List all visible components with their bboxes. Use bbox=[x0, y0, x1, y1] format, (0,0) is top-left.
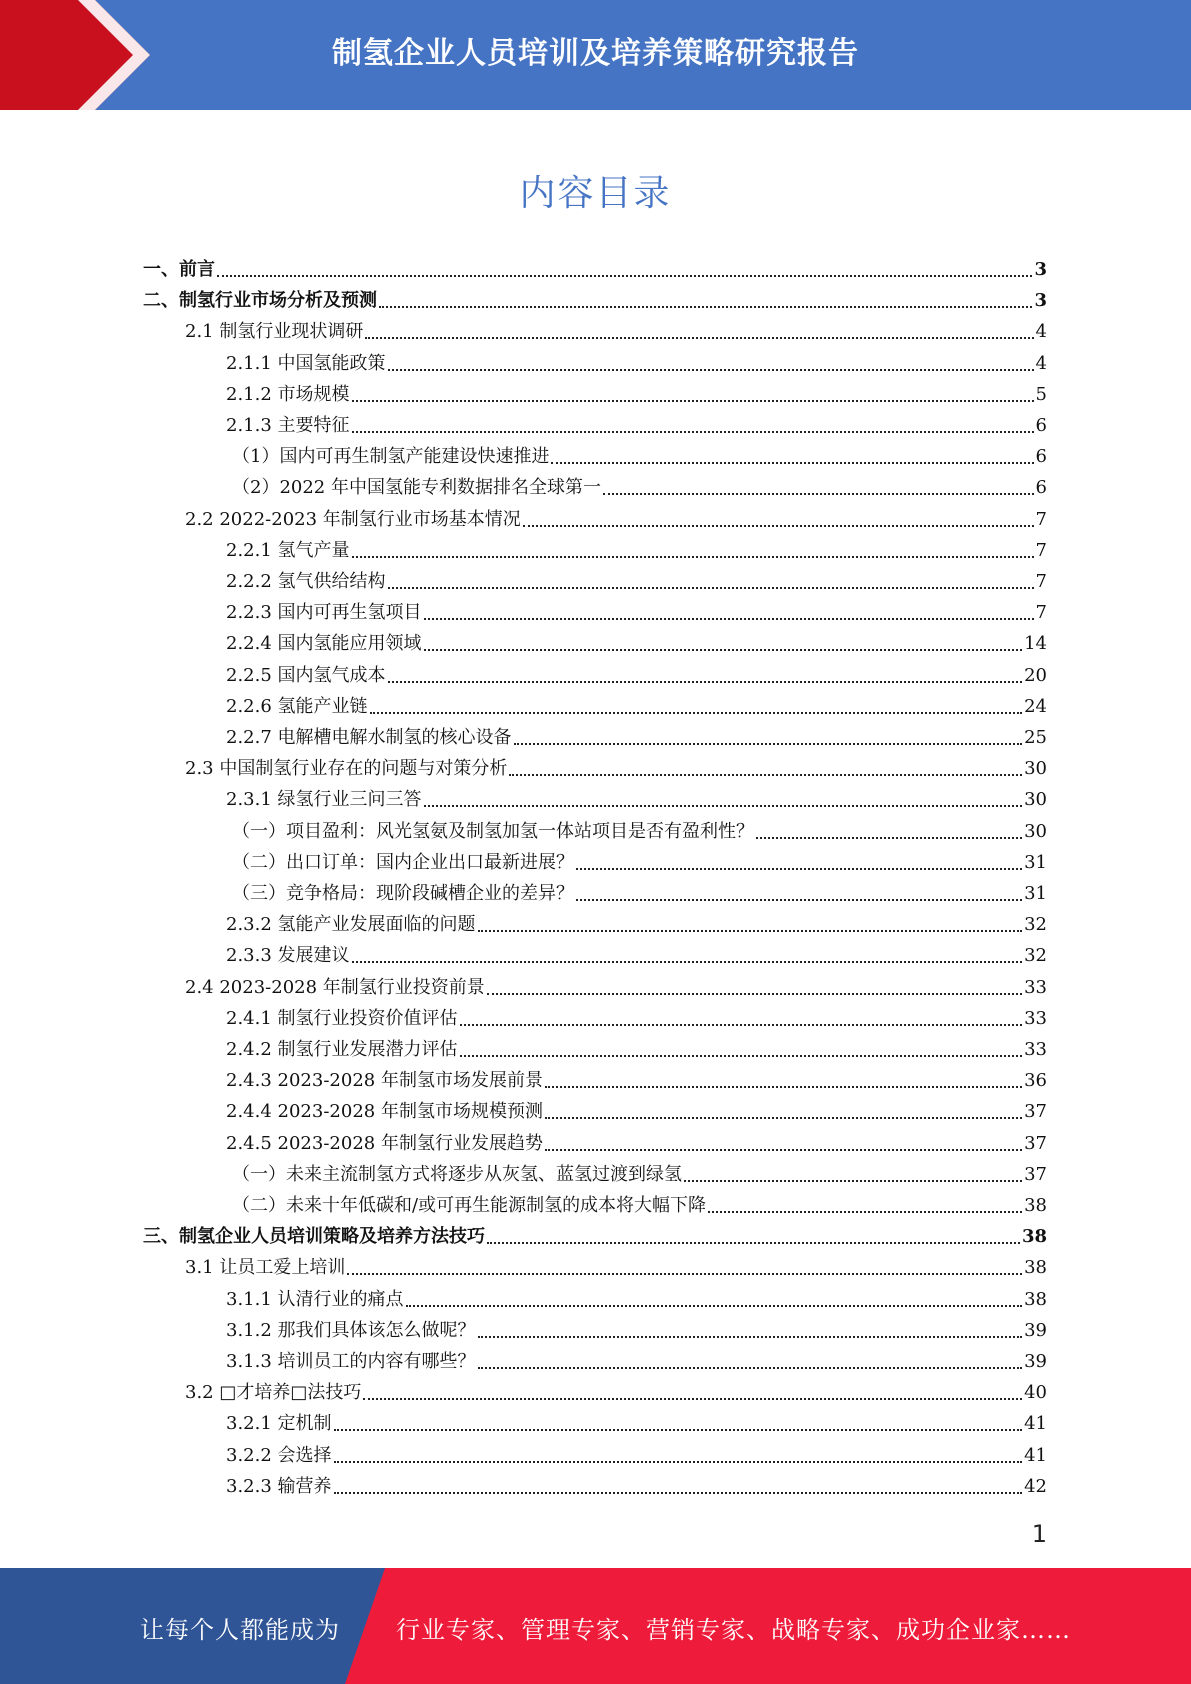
toc-entry[interactable] bbox=[226, 380, 1047, 406]
toc-entry-page: 4 bbox=[1035, 352, 1047, 374]
toc-dot-leader bbox=[603, 488, 1034, 495]
toc-entry-page: 41 bbox=[1024, 1413, 1047, 1435]
toc-entry[interactable] bbox=[226, 1004, 1047, 1030]
toc-entry-page: 4 bbox=[1035, 321, 1047, 343]
toc-entry-page: 38 bbox=[1024, 1195, 1047, 1216]
toc-dot-leader bbox=[363, 1393, 1022, 1400]
toc-entry-label: 2.3.1 绿氢行业三问三答 bbox=[226, 789, 422, 811]
toc-entry-page: 37 bbox=[1024, 1101, 1047, 1123]
toc-dot-leader bbox=[514, 738, 1023, 745]
toc-entry-label: 2.3.3 发展建议 bbox=[226, 945, 350, 967]
toc-entry-page: 6 bbox=[1035, 446, 1047, 468]
toc-dot-leader bbox=[684, 1175, 1022, 1182]
toc-dot-leader bbox=[388, 676, 1023, 683]
toc-entry[interactable] bbox=[232, 817, 1047, 843]
toc-entry[interactable] bbox=[226, 723, 1047, 749]
toc-entry[interactable] bbox=[226, 1441, 1047, 1467]
toc-entry-label: 2.4 2023-2028 年制氢行业投资前景 bbox=[185, 976, 485, 998]
toc-entry[interactable] bbox=[226, 910, 1047, 936]
toc-entry[interactable] bbox=[185, 317, 1047, 343]
toc-dot-leader bbox=[352, 956, 1023, 963]
toc-dot-leader bbox=[756, 832, 1022, 839]
toc-entry[interactable] bbox=[226, 661, 1047, 687]
toc-dot-leader bbox=[388, 582, 1034, 589]
toc-dot-leader bbox=[545, 1112, 1022, 1119]
toc-entry-page: 33 bbox=[1024, 976, 1047, 998]
toc-entry-page: 30 bbox=[1024, 758, 1047, 780]
toc-entry-label: 三、制氢企业人员培训策略及培养方法技巧 bbox=[143, 1226, 485, 1248]
toc-dot-leader bbox=[576, 863, 1022, 870]
toc-entry[interactable] bbox=[226, 1066, 1047, 1092]
toc-entry-page: 30 bbox=[1024, 820, 1047, 842]
toc-dot-leader bbox=[478, 1331, 1023, 1338]
toc-entry-page: 42 bbox=[1024, 1475, 1047, 1497]
toc-entry[interactable] bbox=[226, 411, 1047, 437]
toc-entry-label: 2.2.4 国内氢能应用领域 bbox=[226, 633, 422, 655]
toc-entry-label: 2.2.7 电解槽电解水制氢的核心设备 bbox=[226, 727, 512, 748]
toc-entry[interactable] bbox=[232, 1191, 1047, 1217]
toc-dot-leader bbox=[478, 925, 1023, 932]
toc-entry-label: 2.4.3 2023-2028 年制氢市场发展前景 bbox=[226, 1070, 543, 1092]
toc-entry-page: 20 bbox=[1024, 664, 1047, 686]
toc-entry[interactable] bbox=[226, 1472, 1047, 1498]
toc-entry-page: 7 bbox=[1035, 571, 1047, 592]
toc-entry[interactable] bbox=[226, 1035, 1047, 1061]
toc-entry[interactable] bbox=[143, 286, 1047, 312]
page-number: 1 bbox=[1031, 1520, 1047, 1548]
toc-entry-label: 2.4.5 2023-2028 年制氢行业发展趋势 bbox=[226, 1132, 543, 1154]
toc-dot-leader bbox=[424, 800, 1023, 807]
toc-entry-label: 2.3 中国制氢行业存在的问题与对策分析 bbox=[185, 758, 508, 780]
toc-dot-leader bbox=[379, 301, 1032, 308]
toc-entry-label: （1）国内可再生制氢产能建设快速推进 bbox=[232, 446, 550, 468]
toc-entry-label: 3.1.1 认清行业的痛点 bbox=[226, 1288, 404, 1310]
toc-entry-label: 2.2.3 国内可再生氢项目 bbox=[226, 602, 422, 624]
toc-dot-leader bbox=[217, 270, 1032, 277]
toc-title: 内容目录 bbox=[519, 173, 672, 214]
toc-entry[interactable] bbox=[226, 567, 1047, 593]
toc-dot-leader bbox=[460, 1050, 1023, 1057]
toc-entry[interactable] bbox=[226, 941, 1047, 967]
toc-entry-label: 2.4.4 2023-2028 年制氢市场规模预测 bbox=[226, 1101, 543, 1123]
toc-entry[interactable] bbox=[226, 1129, 1047, 1155]
toc-entry[interactable] bbox=[232, 473, 1047, 499]
toc-dot-leader bbox=[352, 551, 1034, 558]
toc-entry-label: 2.4.2 制氢行业发展潜力评估 bbox=[226, 1039, 458, 1060]
toc-entry-page: 6 bbox=[1035, 415, 1047, 436]
toc-entry[interactable] bbox=[226, 1316, 1047, 1342]
toc-dot-leader bbox=[424, 613, 1034, 620]
toc-dot-leader bbox=[523, 520, 1034, 527]
toc-entry-page: 37 bbox=[1024, 1163, 1047, 1185]
toc-entry-label: 3.1.3 培训员工的内容有哪些？ bbox=[226, 1351, 476, 1372]
toc-entry-label: 一、前言 bbox=[143, 259, 215, 280]
toc-entry-page: 5 bbox=[1035, 383, 1047, 405]
toc-entry-page: 3 bbox=[1034, 290, 1047, 312]
toc-dot-leader bbox=[347, 1268, 1022, 1275]
toc-dot-leader bbox=[509, 769, 1022, 776]
toc-entry-page: 36 bbox=[1024, 1070, 1047, 1092]
toc-dot-leader bbox=[576, 894, 1022, 901]
toc-entry[interactable] bbox=[226, 1097, 1047, 1123]
toc-entry-label: （2）2022 年中国氢能专利数据排名全球第一 bbox=[232, 477, 601, 499]
header-red-chevron bbox=[0, 0, 150, 110]
toc-entry-page: 37 bbox=[1024, 1132, 1047, 1154]
toc-entry-page: 7 bbox=[1035, 602, 1047, 624]
toc-entry-label: 2.1.2 市场规模 bbox=[226, 383, 350, 405]
toc-entry[interactable] bbox=[226, 1285, 1047, 1311]
toc-entry-label: 2.2.5 国内氢气成本 bbox=[226, 664, 386, 686]
toc-entry-page: 7 bbox=[1035, 539, 1047, 561]
toc-dot-leader bbox=[334, 1456, 1023, 1463]
toc-entry-label: 2.2.1 氢气产量 bbox=[226, 539, 350, 561]
toc-entry-label: （一）项目盈利：风光氢氨及制氢加氢一体站项目是否有盈利性？ bbox=[232, 820, 754, 842]
toc-dot-leader bbox=[545, 1144, 1022, 1151]
page-footer bbox=[0, 1568, 1191, 1684]
toc-dot-leader bbox=[406, 1300, 1023, 1307]
footer-slogan-left: 让每个人都能成为 bbox=[140, 1616, 340, 1644]
toc-dot-leader bbox=[334, 1487, 1023, 1494]
toc-entry-page: 31 bbox=[1024, 851, 1047, 873]
toc-entry-label: （一）未来主流制氢方式将逐步从灰氢、蓝氢过渡到绿氢 bbox=[232, 1163, 682, 1185]
toc-entry-page: 25 bbox=[1024, 727, 1047, 748]
toc-entry[interactable] bbox=[226, 598, 1047, 624]
toc-entry-label: 2.2.6 氢能产业链 bbox=[226, 695, 368, 717]
toc-dot-leader bbox=[487, 988, 1022, 995]
toc-entry-label: 3.2.3 输营养 bbox=[226, 1475, 332, 1497]
toc-dot-leader bbox=[478, 1362, 1023, 1369]
toc-entry-label: 3.2 □才培养□法技巧 bbox=[185, 1382, 362, 1404]
toc-dot-leader bbox=[365, 332, 1033, 339]
toc-entry[interactable] bbox=[232, 879, 1047, 905]
toc-entry[interactable] bbox=[185, 1253, 1047, 1279]
toc-entry-page: 40 bbox=[1024, 1382, 1047, 1404]
toc-entry-page: 38 bbox=[1024, 1257, 1047, 1279]
toc-entry[interactable] bbox=[232, 848, 1047, 874]
toc-entry[interactable] bbox=[226, 1347, 1047, 1373]
toc-entry[interactable] bbox=[226, 629, 1047, 655]
toc-entry[interactable] bbox=[185, 973, 1047, 999]
toc-entry[interactable] bbox=[226, 536, 1047, 562]
toc-entry[interactable] bbox=[143, 1222, 1047, 1248]
toc-entry-label: 3.1.2 那我们具体该怎么做呢？ bbox=[226, 1319, 476, 1341]
toc-entry-page: 7 bbox=[1035, 508, 1047, 530]
toc-entry-page: 41 bbox=[1024, 1444, 1047, 1466]
toc-entry-page: 32 bbox=[1024, 914, 1047, 936]
toc-entry-label: （二）未来十年低碳和/或可再生能源制氢的成本将大幅下降 bbox=[232, 1195, 707, 1216]
footer-slogan-right: 行业专家、管理专家、营销专家、战略专家、成功企业家…… bbox=[396, 1616, 1071, 1644]
page-header bbox=[0, 0, 1191, 110]
toc-dot-leader bbox=[388, 364, 1034, 371]
toc-entry[interactable] bbox=[226, 692, 1047, 718]
toc-entry-page: 39 bbox=[1024, 1351, 1047, 1372]
toc-entry[interactable] bbox=[226, 785, 1047, 811]
toc-entry-page: 39 bbox=[1024, 1319, 1047, 1341]
toc-entry[interactable] bbox=[232, 1160, 1047, 1186]
toc-dot-leader bbox=[487, 1237, 1020, 1244]
toc-entry-page: 33 bbox=[1024, 1039, 1047, 1060]
toc-entry-label: 3.2.1 定机制 bbox=[226, 1413, 332, 1435]
toc-entry[interactable] bbox=[232, 442, 1047, 468]
report-title: 制氢企业人员培训及培养策略研究报告 bbox=[332, 36, 859, 71]
toc-dot-leader bbox=[370, 707, 1023, 714]
toc-dot-leader bbox=[708, 1206, 1022, 1213]
toc-entry[interactable] bbox=[185, 1378, 1047, 1404]
toc-entry-label: 2.3.2 氢能产业发展面临的问题 bbox=[226, 914, 476, 936]
toc-entry-label: （三）竞争格局：现阶段碱槽企业的差异？ bbox=[232, 883, 574, 904]
toc-entry-page: 24 bbox=[1024, 695, 1047, 717]
toc-entry-label: 2.4.1 制氢行业投资价值评估 bbox=[226, 1007, 458, 1029]
toc-entry-page: 38 bbox=[1024, 1288, 1047, 1310]
toc-entry[interactable] bbox=[226, 1409, 1047, 1435]
toc-entry-page: 33 bbox=[1024, 1007, 1047, 1029]
toc-entry-label: 2.2.2 氢气供给结构 bbox=[226, 571, 386, 592]
toc-entry-label: 二、制氢行业市场分析及预测 bbox=[143, 290, 377, 312]
toc-entry[interactable] bbox=[185, 505, 1047, 531]
toc-dot-leader bbox=[551, 457, 1033, 464]
toc-entry-label: 2.1.1 中国氢能政策 bbox=[226, 352, 386, 374]
toc-dot-leader bbox=[352, 395, 1034, 402]
toc-entry-page: 30 bbox=[1024, 789, 1047, 811]
toc-entry-page: 6 bbox=[1035, 477, 1047, 499]
toc-entry-page: 32 bbox=[1024, 945, 1047, 967]
toc-dot-leader bbox=[545, 1081, 1022, 1088]
toc-entry-label: 3.2.2 会选择 bbox=[226, 1444, 332, 1466]
toc-entry-page: 38 bbox=[1021, 1226, 1047, 1248]
toc-dot-leader bbox=[424, 644, 1023, 651]
toc-dot-leader bbox=[352, 426, 1034, 433]
toc-dot-leader bbox=[334, 1424, 1023, 1431]
toc-entry-page: 3 bbox=[1034, 259, 1047, 280]
toc-entry-page: 31 bbox=[1024, 883, 1047, 904]
toc-entry-page: 14 bbox=[1024, 633, 1047, 655]
toc-entry[interactable] bbox=[226, 349, 1047, 375]
toc-entry-label: 3.1 让员工爱上培训 bbox=[185, 1257, 346, 1279]
toc-entry-label: 2.1.3 主要特征 bbox=[226, 415, 350, 436]
toc-entry-label: 2.1 制氢行业现状调研 bbox=[185, 321, 364, 343]
toc-entry[interactable] bbox=[143, 255, 1047, 281]
toc-entry-label: 2.2 2022-2023 年制氢行业市场基本情况 bbox=[185, 508, 521, 530]
toc-dot-leader bbox=[460, 1019, 1023, 1026]
toc-entry-label: （二）出口订单：国内企业出口最新进展？ bbox=[232, 851, 574, 873]
toc-entry[interactable] bbox=[185, 754, 1047, 780]
